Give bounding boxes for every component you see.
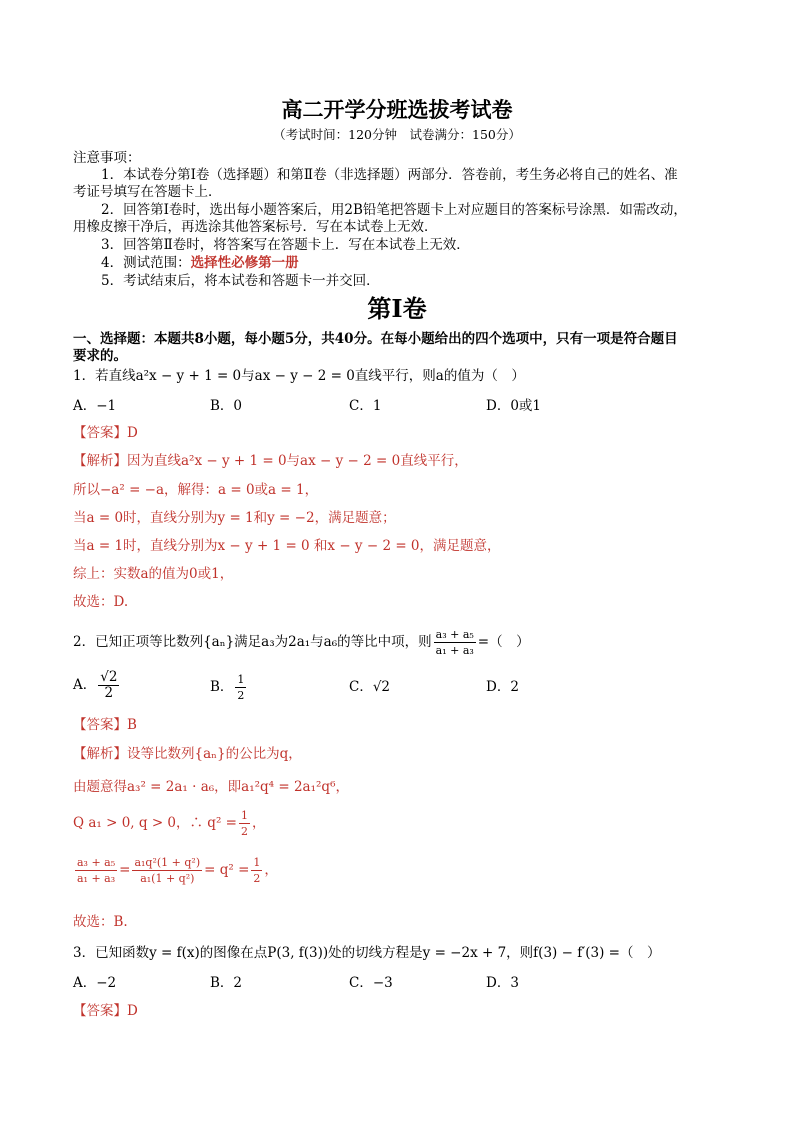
q2-analysis-3	[73, 808, 265, 839]
q2-option-b-num: 1	[237, 673, 245, 686]
q2-option-b-den: 2	[237, 689, 245, 702]
notes-item-3: 3．回答第Ⅱ卷时，将答案写在答题卡上．写在本试卷上无效．	[101, 237, 470, 253]
q2-option-a-den: 2	[104, 685, 114, 701]
q1-option-c: C．1	[349, 398, 382, 414]
test-scope: 选择性必修第一册	[190, 255, 299, 271]
q2-analysis-3-end: ，	[251, 815, 266, 831]
q2-option-d: D．2	[486, 679, 519, 695]
exam-subtitle: （考试时间：120分钟 试卷满分：150分）	[273, 127, 521, 142]
volume-title: 第Ⅰ卷	[367, 294, 427, 323]
q2-analysis-4-eq: =	[119, 862, 131, 878]
q2-option-b	[210, 672, 248, 703]
q2-analysis-3-text: Q a₁ > 0, q > 0，∴ q² =	[73, 815, 237, 831]
q1-answer: 【答案】D	[73, 425, 138, 441]
q3-option-a: A．−2	[73, 975, 117, 991]
q2-analysis-3-num: 1	[240, 809, 248, 822]
q2-analysis-4-den3: 2	[253, 872, 261, 885]
q2-analysis-4-mid: = q² =	[204, 862, 250, 878]
q3-option-c: C．−3	[349, 975, 393, 991]
section-heading-cont: 要求的。	[73, 348, 127, 364]
q2-option-a-fraction	[98, 670, 119, 701]
q1-analysis-2: 所以−a² = −a，解得：a = 0或a = 1，	[73, 482, 319, 498]
q1-option-d: D．0或1	[486, 398, 542, 414]
q2-analysis-4-den1: a₁ + a₃	[77, 872, 116, 885]
q2-analysis-4-num2: a₁q²(1 + q²)	[134, 856, 201, 869]
notes-item-1-cont: 考证号填写在答题卡上．	[73, 184, 222, 200]
q2-analysis-4-end: ，	[264, 862, 278, 878]
q2-option-a-label: A．	[73, 677, 97, 693]
q3-answer: 【答案】D	[73, 1003, 138, 1019]
notes-item-2-cont: 用橡皮擦干净后，再选涂其他答案标号．写在本试卷上无效．	[73, 219, 438, 235]
notes-item-5: 5．考试结束后，将本试卷和答题卡一并交回．	[101, 273, 380, 289]
notes-item-4	[101, 255, 299, 272]
q2-analysis-4	[73, 855, 278, 886]
q2-option-b-fraction	[235, 672, 246, 703]
q2-stem	[73, 627, 530, 658]
q2-stem-fraction	[434, 627, 476, 658]
q2-analysis-2: 由题意得a₃² = 2a₁ · a₆，即a₁²q⁴ = 2a₁²q⁶，	[73, 779, 349, 795]
q1-stem: 1．若直线a²x − y + 1 = 0与ax − y − 2 = 0直线平行，则a的值为（ ）	[73, 368, 525, 384]
notes-item-2: 2．回答第Ⅰ卷时，选出每小题答案后，用2B铅笔把答题卡上对应题目的答案标号涂黑．如需改动，	[101, 202, 687, 218]
q1-analysis-3: 当a = 0时，直线分别为y = 1和y = −2，满足题意；	[73, 510, 396, 526]
q3-stem: 3．已知函数y = f(x)的图像在点P(3, f(3))处的切线方程是y = −2x + 7，则f(3) − f′(3) =（ ）	[73, 945, 661, 961]
q2-option-a-num: √2	[100, 669, 118, 685]
section-heading: 一、选择题：本题共8小题，每小题5分，共40分。在每小题给出的四个选项中，只有一项是符合题目	[73, 331, 678, 347]
q2-stem-frac-den: a₁ + a₃	[435, 644, 474, 657]
q3-option-d: D．3	[486, 975, 519, 991]
q2-analysis-1: 【解析】设等比数列{aₙ}的公比为q，	[73, 746, 302, 762]
q2-answer: 【答案】B	[73, 717, 137, 733]
q1-analysis-1: 【解析】因为直线a²x − y + 1 = 0与ax − y − 2 = 0直线平行，	[73, 453, 468, 469]
q2-analysis-4-num1: a₃ + a₅	[77, 856, 116, 869]
q1-analysis-5: 综上：实数a的值为0或1，	[73, 566, 234, 582]
q2-option-a	[73, 670, 121, 701]
q1-option-a: A．−1	[73, 398, 117, 414]
q2-analysis-3-den: 2	[240, 825, 248, 838]
q2-analysis-4-frac3	[251, 855, 262, 886]
q2-conclusion: 故选：B.	[73, 914, 128, 930]
notes-heading: 注意事项：	[73, 150, 141, 166]
q2-analysis-4-frac1	[75, 855, 117, 886]
q2-option-c: C．√2	[349, 679, 391, 695]
q2-analysis-4-den2: a₁(1 + q²)	[140, 872, 195, 885]
notes-item-1: 1．本试卷分第Ⅰ卷（选择题）和第Ⅱ卷（非选择题）两部分．答卷前，考生务必将自己的姓名、准	[101, 167, 678, 183]
q2-analysis-4-num3: 1	[253, 856, 261, 869]
q2-option-b-label: B．	[210, 679, 234, 695]
q2-stem-frac-num: a₃ + a₅	[435, 628, 474, 641]
q2-stem-end: =（ ）	[477, 634, 530, 650]
notes-item-4-prefix: 4．测试范围：	[101, 255, 191, 271]
q3-option-b: B．2	[210, 975, 243, 991]
q2-analysis-4-frac2	[132, 855, 202, 886]
q2-analysis-3-fraction	[239, 808, 250, 839]
q1-analysis-6: 故选：D.	[73, 594, 129, 610]
q1-analysis-4: 当a = 1时，直线分别为x − y + 1 = 0 和x − y − 2 = 0，满足题意，	[73, 538, 501, 554]
exam-title: 高二开学分班选拔考试卷	[281, 97, 513, 122]
q1-option-b: B．0	[210, 398, 243, 414]
q2-stem-text: 2．已知正项等比数列{aₙ}满足a₃为2a₁与a₆的等比中项，则	[73, 634, 432, 650]
